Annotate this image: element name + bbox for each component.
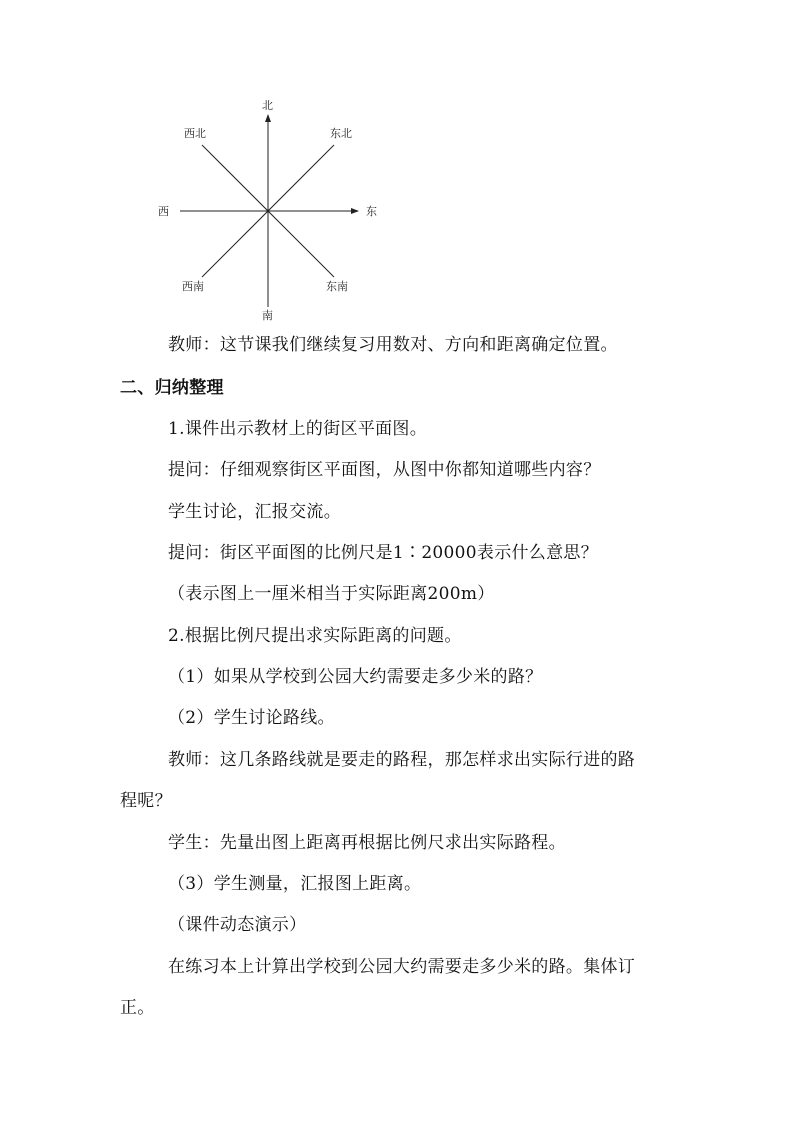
paragraph-teacher-question-cont: 程呢？ [120, 791, 172, 811]
paragraph-step-1: 1.课件出示教材上的街区平面图。 [168, 419, 428, 439]
paragraph-answer-note: （表示图上一厘米相当于实际距离200m） [168, 584, 495, 604]
paragraph-question-2: 提问：街区平面图的比例尺是1∶20000表示什么意思？ [168, 543, 598, 563]
label-south: 南 [262, 309, 273, 322]
section-heading: 二、归纳整理 [120, 378, 224, 398]
paragraph-question-1: 提问：仔细观察街区平面图，从图中你都知道哪些内容？ [168, 460, 601, 480]
label-west: 西 [158, 205, 169, 218]
paragraph-substep-2: （2）学生讨论路线。 [168, 708, 335, 728]
paragraph-demo-note: （课件动态演示） [168, 915, 307, 935]
label-east: 东 [366, 205, 377, 218]
label-north: 北 [262, 99, 273, 112]
label-southeast: 东南 [326, 280, 348, 293]
label-northwest: 西北 [184, 127, 206, 140]
paragraph-teacher-intro: 教师：这节课我们继续复习用数对、方向和距离确定位置。 [168, 335, 618, 355]
paragraph-substep-3: （3）学生测量，汇报图上距离。 [168, 874, 422, 894]
paragraph-substep-1: （1）如果从学校到公园大约需要走多少米的路？ [168, 667, 543, 687]
paragraph-student-discussion: 学生讨论，汇报交流。 [168, 502, 341, 522]
paragraph-exercise: 在练习本上计算出学校到公园大约需要走多少米的路。集体订 [168, 957, 636, 977]
compass-diagram [150, 95, 390, 325]
label-northeast: 东北 [330, 127, 352, 140]
label-southwest: 西南 [182, 280, 204, 293]
paragraph-student-answer: 学生：先量出图上距离再根据比例尺求出实际路程。 [168, 833, 566, 853]
paragraph-teacher-question: 教师：这几条路线就是要走的路程，那怎样求出实际行进的路 [168, 750, 636, 770]
paragraph-exercise-cont: 正。 [120, 998, 155, 1018]
paragraph-step-2: 2.根据比例尺提出求实际距离的问题。 [168, 626, 462, 646]
